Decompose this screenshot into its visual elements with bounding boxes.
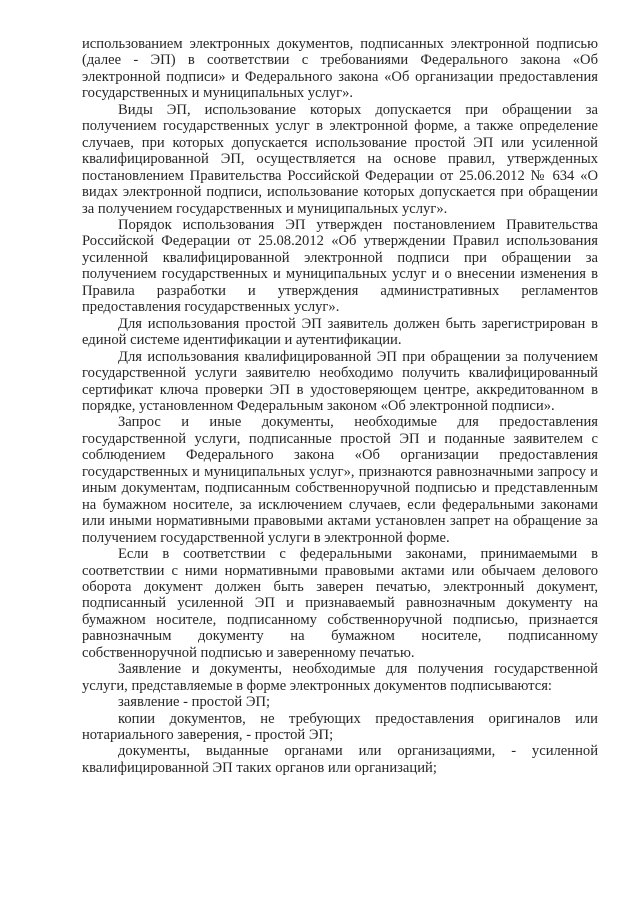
list-item-issued-documents: документы, выданные органами или организациями, - усиленной квалифицированной ЭП таких органов или организаций; — [82, 743, 598, 776]
paragraph-ep-intro: использованием электронных документов, подписанных электронной подписью (далее - ЭП) в соответствии с требованиями Федерального закона «Об электронной подписи» и Федерального закона «Об организации предоставления государственных и муниципальных услуг». — [82, 36, 598, 102]
paragraph-qualified-ep: Для использования квалифицированной ЭП при обращении за получением государственной услуги заявителю необходимо получить квалифицированный сертификат ключа проверки ЭП в удостоверяющем центре, аккредитованном в порядке, установленном Федеральным законом «Об электронной подписи». — [82, 348, 598, 414]
paragraph-simple-ep: Для использования простой ЭП заявитель должен быть зарегистрирован в единой системе идентификации и аутентификации. — [82, 315, 598, 349]
paragraph-seal: Если в соответствии с федеральными законами, принимаемыми в соответствии с ними нормативными правовыми актами или обычаем делового оборота документ должен быть заверен печатью, электронный документ, подписанный усиленной ЭП и признаваемый равнозначным документу на бумажном носителе, подписанному собственноручной подписью, признается равнозначным документу на бумажном носителе, подписанному собственноручной подписью и заверенному печатью. — [82, 546, 598, 661]
list-item-copies: копии документов, не требующих предоставления оригиналов или нотариального заверения, - простой ЭП; — [82, 710, 598, 744]
paragraph-ep-procedure: Порядок использования ЭП утвержден постановлением Правительства Российской Федерации от 25.08.2012 «Об утверждении Правил использования усиленной квалифицированной электронной подписи при обращении за получением государственных и муниципальных услуг и о внесении изменения в Правила разработки и утверждения административных регламентов предоставления государственных услуг». — [82, 216, 598, 316]
document-page — [82, 36, 598, 776]
paragraph-equivalence: Запрос и иные документы, необходимые для предоставления государственной услуги, подписанные простой ЭП и поданные заявителем с соблюдением Федерального закона «Об организации предоставления государственных и муниципальных услуг», признаются равнозначными запросу и иным документам, подписанным собственноручной подписью и представленным на бумажном носителе, за исключением случаев, если федеральными законами или иными нормативными правовыми актами установлен запрет на обращение за получением государственной услуги в электронной форме. — [82, 414, 598, 546]
paragraph-signing-intro: Заявление и документы, необходимые для получения государственной услуги, представляемые в форме электронных документов подписываются: — [82, 661, 598, 694]
paragraph-ep-types: Виды ЭП, использование которых допускается при обращении за получением государственных услуг в электронной форме, а также определение случаев, при которых допускается использование простой ЭП или усиленной квалифицированной ЭП, осуществляется на основе правил, утвержденных постановлением Правительства Российской Федерации от 25.06.2012 № 634 «О видах электронной подписи, использование которых допускается при обращении за получением государственных и муниципальных услуг». — [82, 101, 598, 217]
list-item-application: заявление - простой ЭП; — [118, 694, 271, 711]
